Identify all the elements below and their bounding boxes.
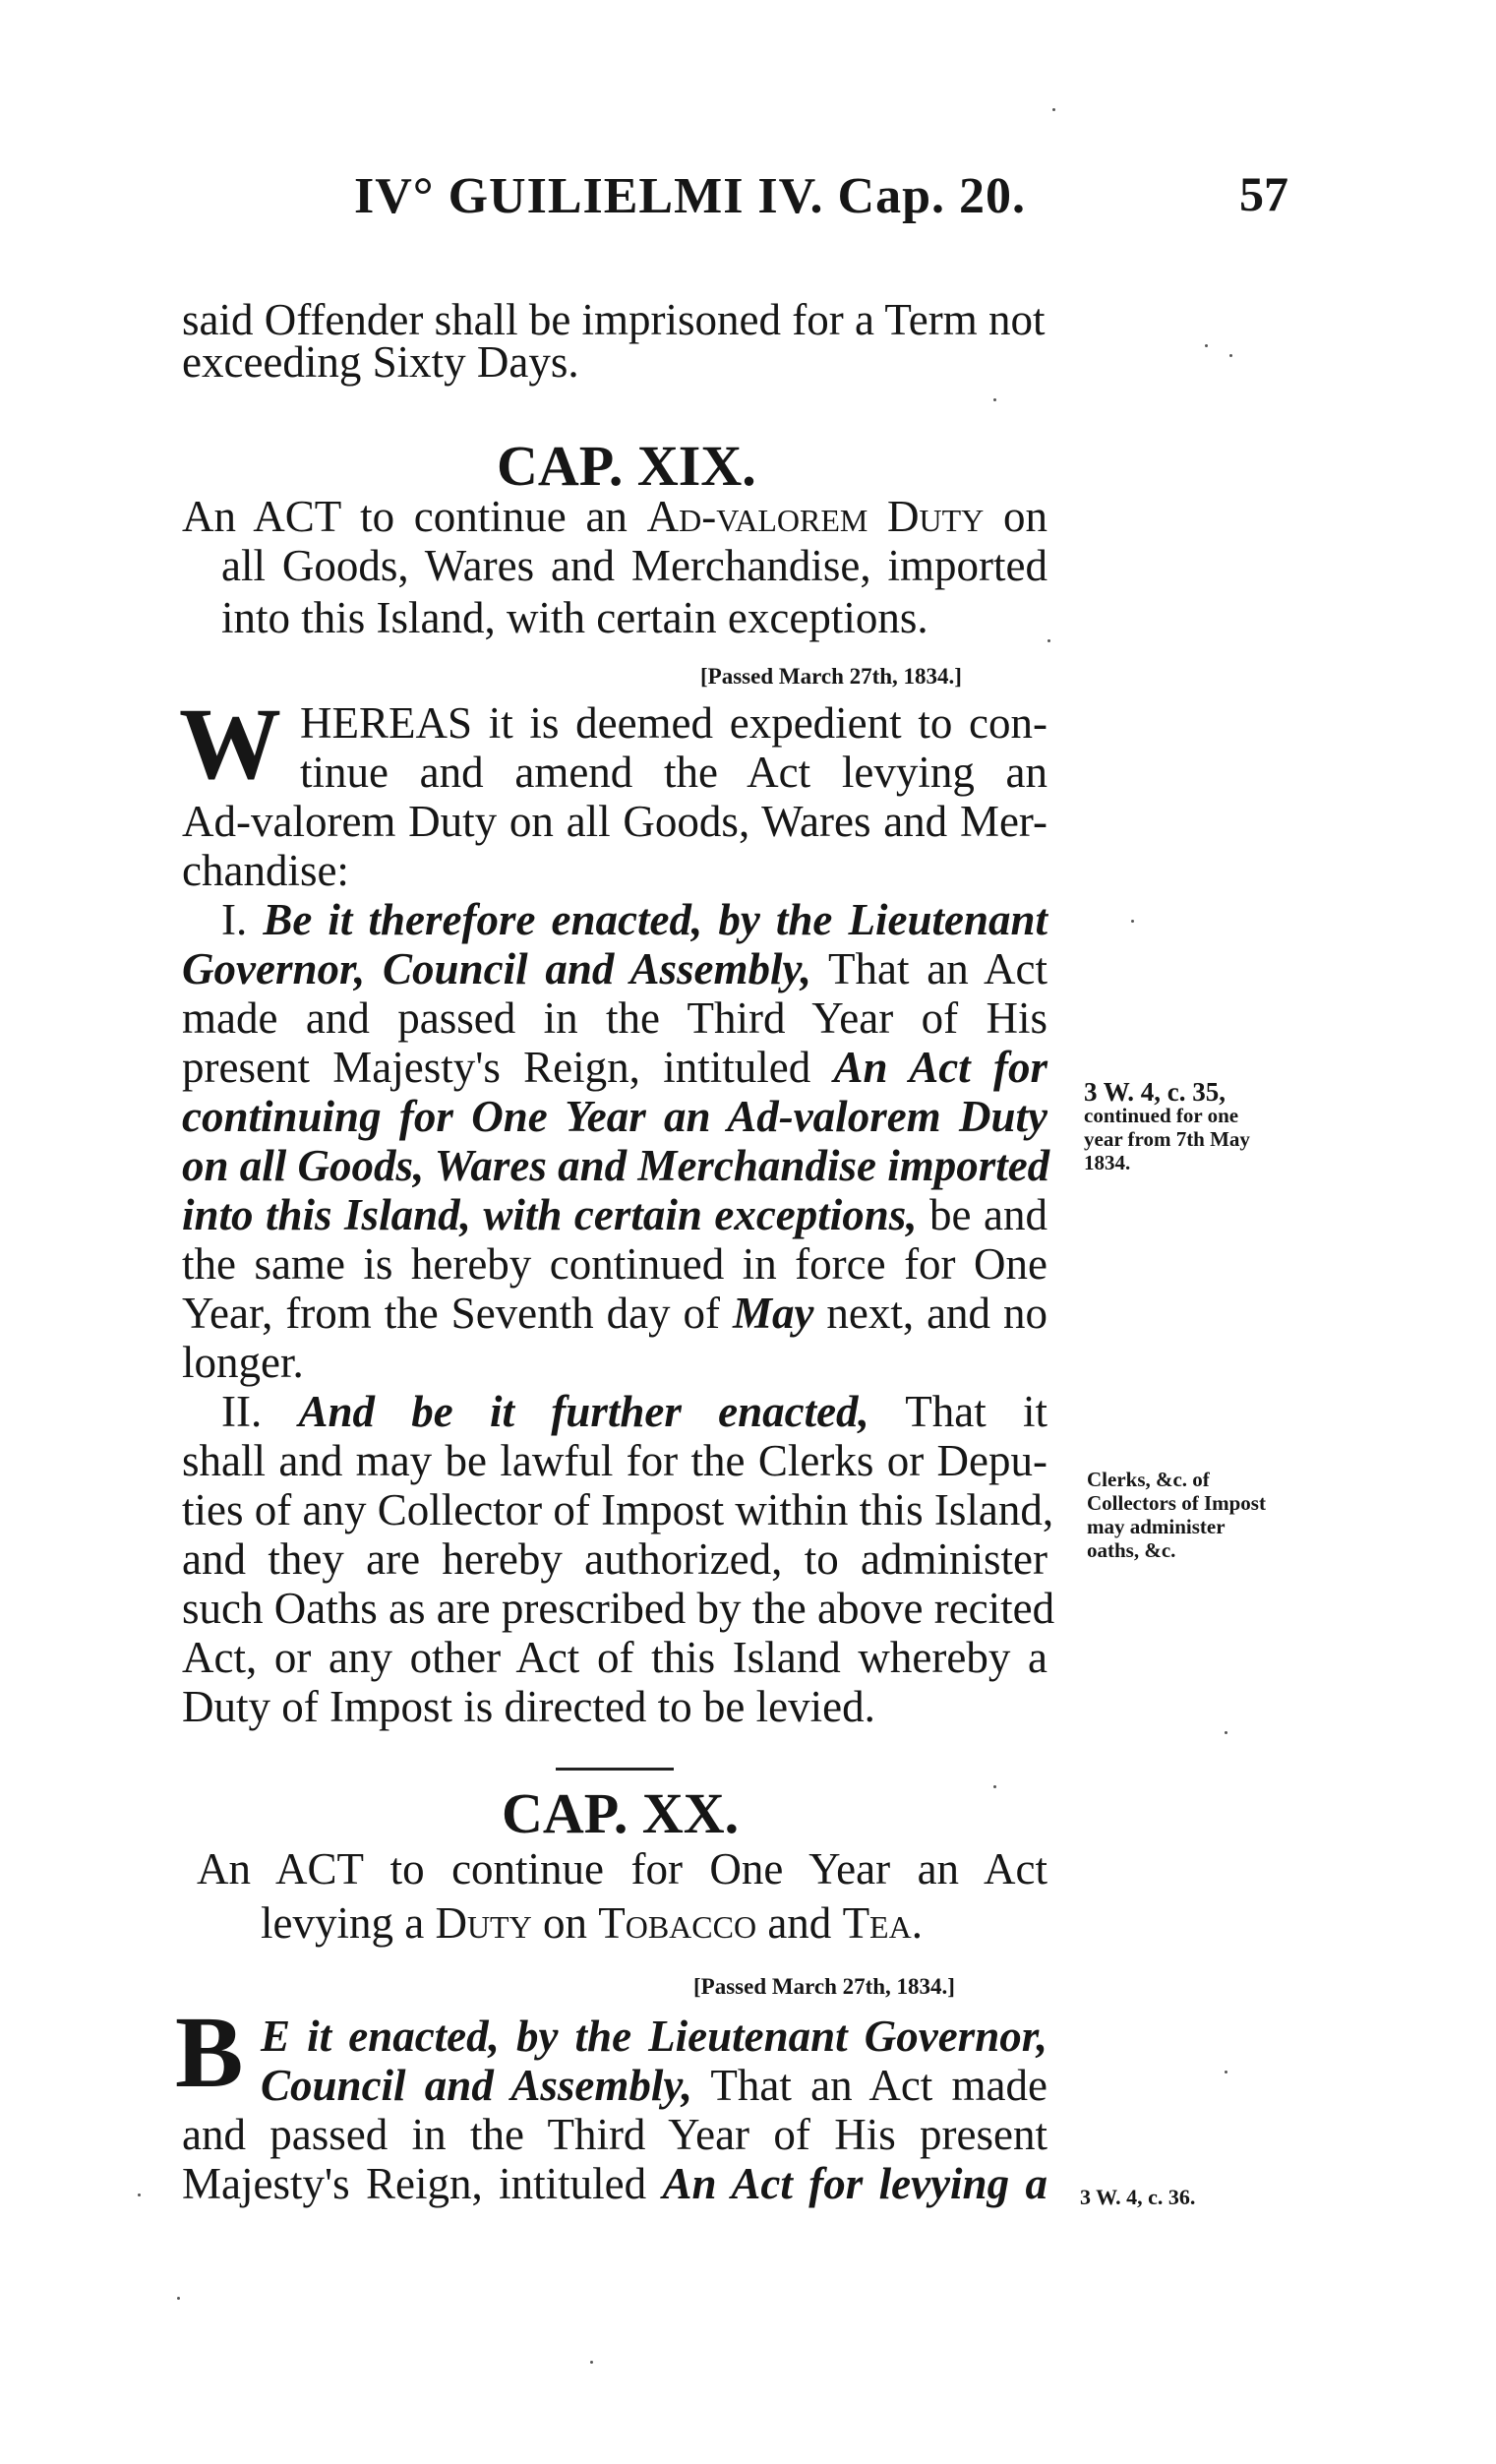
cap-19-section-2-line-4: and they are hereby authorized, to administer xyxy=(182,1534,1047,1584)
cap-19-section-1-line-8: the same is hereby continued in force for One xyxy=(182,1239,1047,1289)
cap-19-preamble-line-2: tinue and amend the Act levying an xyxy=(300,748,1047,797)
scan-speck xyxy=(177,2297,180,2300)
cap-20-title-line-1: An ACT to continue for One Year an Act xyxy=(197,1844,1047,1893)
cap-20-line-2: Council and Assembly, That an Act made xyxy=(261,2061,1047,2110)
cap-19-section-2-line-7: Duty of Impost is directed to be levied. xyxy=(182,1682,875,1731)
cap-19-section-2-line-3: ties of any Collector of Impost within this Island, xyxy=(182,1485,1054,1534)
scan-speck xyxy=(1131,920,1134,923)
cap-19-preamble-line-4: chandise: xyxy=(182,846,349,895)
cap-19-passed-date: [Passed March 27th, 1834.] xyxy=(700,664,962,689)
cap-20-heading: CAP. XX. xyxy=(502,1781,740,1845)
cap-19-section-2-line-2: shall and may be lawful for the Clerks or Depu- xyxy=(182,1436,1047,1485)
cap-19-section-1-line-1: I. Be it therefore enacted, by the Lieutenant xyxy=(221,895,1048,944)
cap-19-section-1-line-5: continuing for One Year an Ad-valorem Duty xyxy=(182,1092,1047,1141)
cap-20-line-3: and passed in the Third Year of His present xyxy=(182,2110,1047,2159)
cap-19-title-line-3: into this Island, with certain exceptions. xyxy=(221,593,928,642)
cap-19-preamble-line-3: Ad-valorem Duty on all Goods, Wares and Mer- xyxy=(182,797,1047,846)
scan-speck xyxy=(590,2361,593,2364)
carryover-line-2: exceeding Sixty Days. xyxy=(182,337,579,387)
cap-20-drop-cap: B xyxy=(175,1996,244,2109)
section-divider xyxy=(556,1768,674,1771)
running-title: IV° GUILIELMI IV. Cap. 20. xyxy=(354,168,1026,224)
scan-speck xyxy=(1225,1731,1227,1734)
cap-20-title-line-2: levying a Duty on Tobacco and Tea. xyxy=(261,1898,923,1948)
cap-19-section-2-line-5: such Oaths as are prescribed by the above recited xyxy=(182,1584,1055,1633)
cap-19-section-1-line-9: Year, from the Seventh day of May next, and no xyxy=(182,1289,1047,1338)
cap-19-section-1-line-2: Governor, Council and Assembly, That an Act xyxy=(182,944,1047,993)
cap-19-title-line-2: all Goods, Wares and Merchandise, imported xyxy=(221,541,1047,590)
margin-note-1: 3 W. 4, c. 35, continued for one year from 7th May 1834. xyxy=(1084,1077,1250,1174)
cap-20-line-1: E it enacted, by the Lieutenant Governor, xyxy=(261,2012,1047,2061)
cap-20-line-4: Majesty's Reign, intituled An Act for levying a xyxy=(182,2159,1047,2208)
scan-speck xyxy=(1047,639,1050,642)
scan-speck xyxy=(1225,2071,1227,2073)
cap-19-heading: CAP. XIX. xyxy=(497,434,756,498)
cap-19-section-1-line-4: present Majesty's Reign, intituled An Act for xyxy=(182,1043,1047,1092)
margin-note-2: Clerks, &c. of Collectors of Impost may administer oaths, &c. xyxy=(1087,1468,1266,1562)
cap-20-passed-date: [Passed March 27th, 1834.] xyxy=(693,1974,955,1999)
cap-19-title-line-1: An ACT to continue an Ad-valorem Duty on xyxy=(182,492,1047,541)
page-number: 57 xyxy=(1239,166,1288,221)
scan-speck xyxy=(1052,108,1055,111)
cap-19-section-2-line-1: II. And be it further enacted, That it xyxy=(221,1387,1047,1436)
cap-19-section-1-line-7: into this Island, with certain exceptions, be and xyxy=(182,1190,1047,1239)
cap-19-section-1-line-10: longer. xyxy=(182,1338,304,1387)
cap-19-preamble-line-1: HEREAS it is deemed expedient to con- xyxy=(300,698,1047,748)
margin-note-3: 3 W. 4, c. 36. xyxy=(1080,2185,1196,2209)
scan-speck xyxy=(138,2194,141,2196)
scan-speck xyxy=(1229,354,1232,357)
cap-19-section-1-line-3: made and passed in the Third Year of His xyxy=(182,993,1047,1043)
cap-19-section-1-line-6: on all Goods, Wares and Merchandise imported xyxy=(182,1141,1050,1190)
cap-19-drop-cap: W xyxy=(179,688,281,801)
cap-19-section-2-line-6: Act, or any other Act of this Island whereby a xyxy=(182,1633,1047,1682)
scan-speck xyxy=(1205,344,1208,347)
scan-speck xyxy=(993,398,996,401)
scan-speck xyxy=(993,1785,996,1788)
carryover-line-1: said Offender shall be imprisoned for a Term not xyxy=(182,295,1046,344)
